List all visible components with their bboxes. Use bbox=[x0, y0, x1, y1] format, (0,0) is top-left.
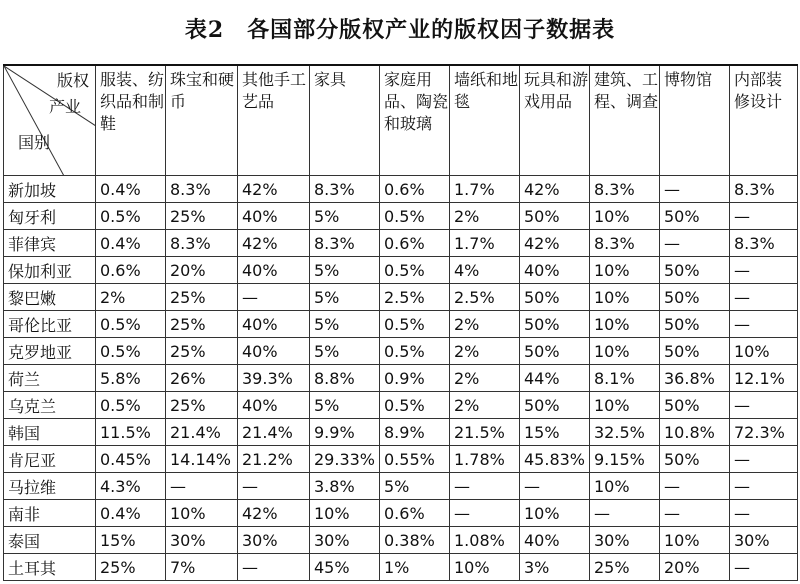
value-cell: 14.14% bbox=[166, 446, 238, 473]
value-cell: 8.3% bbox=[166, 176, 238, 203]
value-cell: 10.8% bbox=[660, 419, 730, 446]
value-cell: 50% bbox=[660, 338, 730, 365]
country-cell: 肯尼亚 bbox=[4, 446, 96, 473]
value-cell: 0.6% bbox=[96, 257, 166, 284]
value-cell: 42% bbox=[238, 176, 310, 203]
value-cell: 10% bbox=[450, 554, 520, 581]
value-cell: 15% bbox=[520, 419, 590, 446]
value-cell: 42% bbox=[238, 500, 310, 527]
copyright-factor-table bbox=[3, 64, 798, 581]
value-cell: 10% bbox=[590, 311, 660, 338]
value-cell: 10% bbox=[310, 500, 380, 527]
value-cell: — bbox=[730, 473, 798, 500]
value-cell: 4.3% bbox=[96, 473, 166, 500]
value-cell: 39.3% bbox=[238, 365, 310, 392]
value-cell: 0.6% bbox=[380, 500, 450, 527]
value-cell: 50% bbox=[660, 203, 730, 230]
table-row bbox=[4, 419, 798, 446]
value-cell: 42% bbox=[520, 230, 590, 257]
value-cell: 0.5% bbox=[380, 257, 450, 284]
value-cell: 10% bbox=[590, 392, 660, 419]
value-cell: 2% bbox=[450, 338, 520, 365]
country-cell: 保加利亚 bbox=[4, 257, 96, 284]
value-cell: 4% bbox=[450, 257, 520, 284]
value-cell: 8.3% bbox=[730, 230, 798, 257]
value-cell: 10% bbox=[166, 500, 238, 527]
table-row bbox=[4, 230, 798, 257]
value-cell: 0.38% bbox=[380, 527, 450, 554]
table-row bbox=[4, 473, 798, 500]
value-cell: 1.78% bbox=[450, 446, 520, 473]
value-cell: 0.5% bbox=[96, 338, 166, 365]
value-cell: 40% bbox=[520, 527, 590, 554]
value-cell: 50% bbox=[660, 257, 730, 284]
value-cell: 42% bbox=[238, 230, 310, 257]
table-row bbox=[4, 527, 798, 554]
value-cell: 8.3% bbox=[310, 230, 380, 257]
country-cell: 克罗地亚 bbox=[4, 338, 96, 365]
value-cell: 25% bbox=[166, 338, 238, 365]
value-cell: 3% bbox=[520, 554, 590, 581]
value-cell: 72.3% bbox=[730, 419, 798, 446]
value-cell: 30% bbox=[310, 527, 380, 554]
value-cell: 30% bbox=[238, 527, 310, 554]
corner-label-copyright: 版权 bbox=[56, 71, 89, 90]
value-cell: — bbox=[730, 203, 798, 230]
table-row bbox=[4, 554, 798, 581]
value-cell: 9.9% bbox=[310, 419, 380, 446]
column-header: 墙纸和地毯 bbox=[450, 65, 520, 176]
value-cell: 1.7% bbox=[450, 230, 520, 257]
value-cell: 20% bbox=[660, 554, 730, 581]
value-cell: — bbox=[660, 500, 730, 527]
value-cell: 10% bbox=[590, 203, 660, 230]
value-cell: — bbox=[730, 500, 798, 527]
value-cell: 15% bbox=[96, 527, 166, 554]
column-header: 家具 bbox=[310, 65, 380, 176]
value-cell: 8.3% bbox=[590, 176, 660, 203]
country-cell: 南非 bbox=[4, 500, 96, 527]
table-row bbox=[4, 176, 798, 203]
value-cell: 9.15% bbox=[590, 446, 660, 473]
value-cell: 40% bbox=[238, 338, 310, 365]
value-cell: 5% bbox=[310, 392, 380, 419]
value-cell: 0.5% bbox=[380, 311, 450, 338]
value-cell: 0.55% bbox=[380, 446, 450, 473]
value-cell: 0.4% bbox=[96, 500, 166, 527]
country-cell: 荷兰 bbox=[4, 365, 96, 392]
value-cell: 8.1% bbox=[590, 365, 660, 392]
value-cell: 40% bbox=[238, 392, 310, 419]
value-cell: — bbox=[238, 473, 310, 500]
value-cell: 11.5% bbox=[96, 419, 166, 446]
value-cell: — bbox=[730, 311, 798, 338]
value-cell: — bbox=[450, 473, 520, 500]
value-cell: 50% bbox=[520, 311, 590, 338]
column-header: 内部装修设计 bbox=[730, 65, 798, 176]
value-cell: 2% bbox=[450, 365, 520, 392]
value-cell: 21.5% bbox=[450, 419, 520, 446]
country-cell: 韩国 bbox=[4, 419, 96, 446]
value-cell: 10% bbox=[590, 284, 660, 311]
column-header: 服装、纺织品和制鞋 bbox=[96, 65, 166, 176]
value-cell: 8.3% bbox=[166, 230, 238, 257]
corner-header bbox=[4, 65, 96, 176]
value-cell: 5% bbox=[310, 338, 380, 365]
value-cell: 7% bbox=[166, 554, 238, 581]
table-title: 表2 各国部分版权产业的版权因子数据表 bbox=[184, 17, 616, 43]
value-cell: 12.1% bbox=[730, 365, 798, 392]
value-cell: 1.7% bbox=[450, 176, 520, 203]
value-cell: — bbox=[166, 473, 238, 500]
value-cell: 10% bbox=[520, 500, 590, 527]
value-cell: 10% bbox=[660, 527, 730, 554]
value-cell: — bbox=[238, 284, 310, 311]
value-cell: 8.8% bbox=[310, 365, 380, 392]
country-cell: 黎巴嫩 bbox=[4, 284, 96, 311]
value-cell: 5% bbox=[310, 257, 380, 284]
country-cell: 土耳其 bbox=[4, 554, 96, 581]
table-body bbox=[4, 176, 798, 581]
value-cell: 5% bbox=[310, 203, 380, 230]
value-cell: 3.8% bbox=[310, 473, 380, 500]
value-cell: 8.3% bbox=[590, 230, 660, 257]
value-cell: — bbox=[520, 473, 590, 500]
value-cell: 45.83% bbox=[520, 446, 590, 473]
value-cell: — bbox=[730, 392, 798, 419]
value-cell: 2.5% bbox=[450, 284, 520, 311]
value-cell: 0.5% bbox=[380, 392, 450, 419]
value-cell: 40% bbox=[520, 257, 590, 284]
value-cell: 36.8% bbox=[660, 365, 730, 392]
value-cell: 8.3% bbox=[310, 176, 380, 203]
value-cell: 50% bbox=[660, 311, 730, 338]
header-row bbox=[4, 65, 798, 176]
value-cell: 29.33% bbox=[310, 446, 380, 473]
value-cell: 25% bbox=[590, 554, 660, 581]
value-cell: 30% bbox=[590, 527, 660, 554]
value-cell: 50% bbox=[520, 338, 590, 365]
country-cell: 菲律宾 bbox=[4, 230, 96, 257]
value-cell: 25% bbox=[166, 311, 238, 338]
value-cell: — bbox=[660, 176, 730, 203]
value-cell: 0.45% bbox=[96, 446, 166, 473]
value-cell: 20% bbox=[166, 257, 238, 284]
value-cell: 40% bbox=[238, 311, 310, 338]
table-row bbox=[4, 500, 798, 527]
table-row bbox=[4, 338, 798, 365]
table-row bbox=[4, 365, 798, 392]
value-cell: 32.5% bbox=[590, 419, 660, 446]
value-cell: 0.4% bbox=[96, 176, 166, 203]
value-cell: — bbox=[450, 500, 520, 527]
value-cell: — bbox=[730, 554, 798, 581]
value-cell: 0.5% bbox=[96, 392, 166, 419]
value-cell: 50% bbox=[660, 392, 730, 419]
value-cell: — bbox=[660, 473, 730, 500]
column-header: 博物馆 bbox=[660, 65, 730, 176]
value-cell: 0.6% bbox=[380, 230, 450, 257]
value-cell: 10% bbox=[590, 338, 660, 365]
value-cell: 0.5% bbox=[96, 203, 166, 230]
value-cell: 10% bbox=[590, 473, 660, 500]
table-row bbox=[4, 311, 798, 338]
value-cell: 50% bbox=[520, 203, 590, 230]
value-cell: — bbox=[660, 230, 730, 257]
value-cell: 42% bbox=[520, 176, 590, 203]
value-cell: 50% bbox=[660, 446, 730, 473]
corner-label-industry: 产业 bbox=[48, 97, 81, 116]
value-cell: 25% bbox=[166, 284, 238, 311]
value-cell: 8.3% bbox=[730, 176, 798, 203]
value-cell: 0.5% bbox=[96, 311, 166, 338]
value-cell: 0.9% bbox=[380, 365, 450, 392]
country-cell: 匈牙利 bbox=[4, 203, 96, 230]
value-cell: 0.5% bbox=[380, 203, 450, 230]
value-cell: 50% bbox=[660, 284, 730, 311]
value-cell: 5% bbox=[380, 473, 450, 500]
value-cell: 40% bbox=[238, 257, 310, 284]
value-cell: 21.4% bbox=[166, 419, 238, 446]
value-cell: 30% bbox=[166, 527, 238, 554]
value-cell: — bbox=[590, 500, 660, 527]
value-cell: 26% bbox=[166, 365, 238, 392]
table-row bbox=[4, 284, 798, 311]
value-cell: 25% bbox=[96, 554, 166, 581]
value-cell: 0.4% bbox=[96, 230, 166, 257]
value-cell: 10% bbox=[730, 338, 798, 365]
value-cell: 2.5% bbox=[380, 284, 450, 311]
table-row bbox=[4, 392, 798, 419]
value-cell: — bbox=[730, 284, 798, 311]
value-cell: 5% bbox=[310, 284, 380, 311]
table-row bbox=[4, 203, 798, 230]
value-cell: 2% bbox=[96, 284, 166, 311]
value-cell: 5% bbox=[310, 311, 380, 338]
value-cell: 40% bbox=[238, 203, 310, 230]
value-cell: 25% bbox=[166, 203, 238, 230]
column-header: 建筑、工程、调查 bbox=[590, 65, 660, 176]
value-cell: 50% bbox=[520, 284, 590, 311]
value-cell: 0.5% bbox=[380, 338, 450, 365]
column-header: 家庭用品、陶瓷和玻璃 bbox=[380, 65, 450, 176]
value-cell: 25% bbox=[166, 392, 238, 419]
table-row bbox=[4, 257, 798, 284]
value-cell: — bbox=[730, 257, 798, 284]
country-cell: 新加坡 bbox=[4, 176, 96, 203]
value-cell: 44% bbox=[520, 365, 590, 392]
value-cell: 50% bbox=[520, 392, 590, 419]
country-cell: 乌克兰 bbox=[4, 392, 96, 419]
value-cell: 45% bbox=[310, 554, 380, 581]
column-header: 珠宝和硬币 bbox=[166, 65, 238, 176]
value-cell: 21.2% bbox=[238, 446, 310, 473]
value-cell: — bbox=[238, 554, 310, 581]
country-cell: 哥伦比亚 bbox=[4, 311, 96, 338]
country-cell: 马拉维 bbox=[4, 473, 96, 500]
value-cell: 10% bbox=[590, 257, 660, 284]
value-cell: 1% bbox=[380, 554, 450, 581]
value-cell: 2% bbox=[450, 311, 520, 338]
value-cell: 30% bbox=[730, 527, 798, 554]
value-cell: — bbox=[730, 446, 798, 473]
corner-label-country: 国别 bbox=[18, 133, 51, 152]
value-cell: 21.4% bbox=[238, 419, 310, 446]
value-cell: 0.6% bbox=[380, 176, 450, 203]
value-cell: 2% bbox=[450, 392, 520, 419]
value-cell: 8.9% bbox=[380, 419, 450, 446]
column-header: 玩具和游戏用品 bbox=[520, 65, 590, 176]
value-cell: 1.08% bbox=[450, 527, 520, 554]
value-cell: 5.8% bbox=[96, 365, 166, 392]
column-header: 其他手工艺品 bbox=[238, 65, 310, 176]
table-row bbox=[4, 446, 798, 473]
value-cell: 2% bbox=[450, 203, 520, 230]
country-cell: 泰国 bbox=[4, 527, 96, 554]
